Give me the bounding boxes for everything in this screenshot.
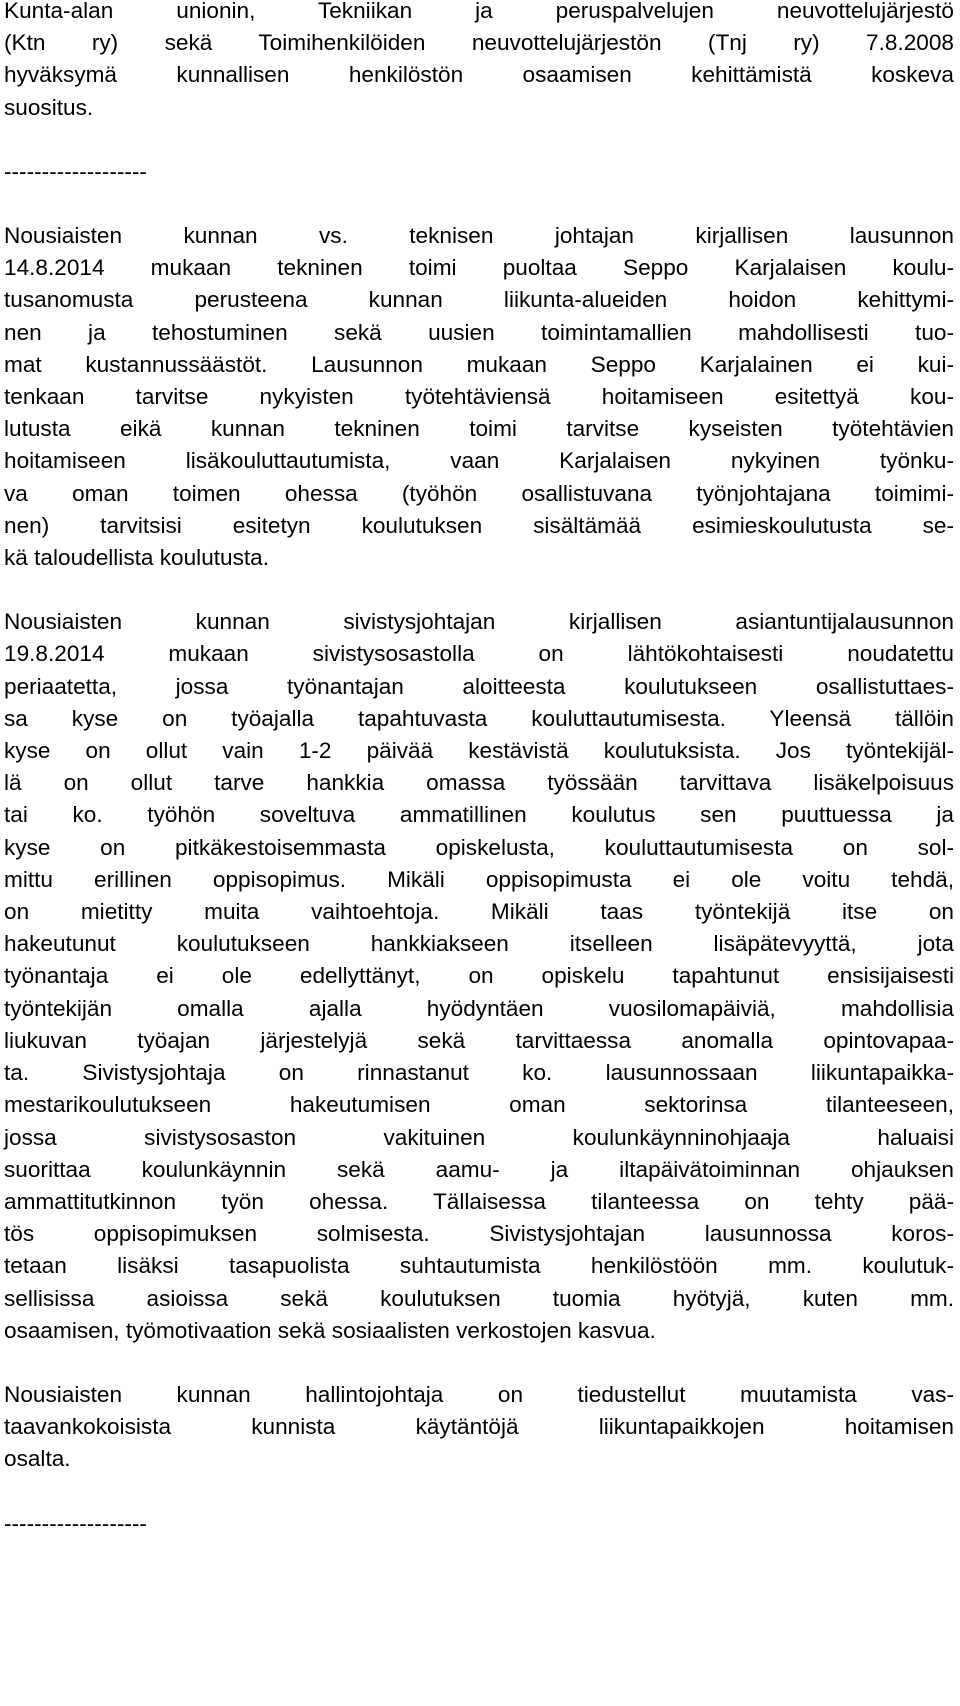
text-line: työntekijän omalla ajalla hyödyntäen vuosilomapäiviä, mahdollisia xyxy=(4,995,954,1021)
text-line: tetaan lisäksi tasapuolista suhtautumista henkilöstöön mm. koulutuk- xyxy=(4,1253,954,1279)
text-line: osalta. xyxy=(4,1446,71,1472)
text-line: on mietitty muita vaihtoehtoja. Mikäli taas työntekijä itse on xyxy=(4,899,954,925)
text-line: lä on ollut tarve hankkia omassa työssään tarvittava lisäkelpoisuus xyxy=(4,770,954,796)
text-line: suositus. xyxy=(4,94,94,120)
administrative-director-paragraph xyxy=(4,1379,954,1476)
text-line: mat kustannussäästöt. Lausunnon mukaan Seppo Karjalainen ei kui- xyxy=(4,351,954,377)
technical-director-paragraph xyxy=(4,220,954,574)
text-line: hyväksymä kunnallisen henkilöstön osaamisen kehittämistä koskeva xyxy=(4,62,954,88)
text-line: hoitamiseen lisäkouluttautumista, vaan Karjalaisen nykyinen työnku- xyxy=(4,448,954,474)
separator-top: ------------------- xyxy=(4,158,147,184)
text-line: kä taloudellista koulutusta. xyxy=(4,545,270,571)
text-line: hakeutunut koulutukseen hankkiakseen itselleen lisäpätevyyttä, jota xyxy=(4,931,954,957)
text-line: suorittaa koulunkäynnin sekä aamu- ja iltapäivätoiminnan ohjauksen xyxy=(4,1156,954,1182)
text-line: 14.8.2014 mukaan tekninen toimi puoltaa Seppo Karjalaisen koulu- xyxy=(4,255,954,281)
text-line: sellisissa asioissa sekä koulutuksen tuomia hyötyjä, kuten mm. xyxy=(4,1285,954,1311)
paragraph-gap xyxy=(4,574,954,606)
text-line: va oman toimen ohessa (työhön osallistuvana työnjohtajana toimimi- xyxy=(4,480,954,506)
text-line: sa kyse on työajalla tapahtuvasta kouluttautumisesta. Yleensä tällöin xyxy=(4,705,954,731)
text-line: työnantaja ei ole edellyttänyt, on opiskelu tapahtunut ensisijaisesti xyxy=(4,963,954,989)
text-line: tenkaan tarvitse nykyisten työtehtäviensä hoitamiseen esitettyä kou- xyxy=(4,384,954,410)
text-line: tös oppisopimuksen solmisesta. Sivistysjohtajan lausunnossa koros- xyxy=(4,1221,954,1247)
text-line: ta. Sivistysjohtaja on rinnastanut ko. lausunnossaan liikuntapaikka- xyxy=(4,1060,954,1086)
text-line: jossa sivistysosaston vakituinen koulunkäynninohjaaja haluaisi xyxy=(4,1124,954,1150)
text-line: nen) tarvitsisi esitetyn koulutuksen sisältämää esimieskoulutusta se- xyxy=(4,512,954,538)
text-line: mittu erillinen oppisopimus. Mikäli oppisopimusta ei ole voitu tehdä, xyxy=(4,866,954,892)
text-line: tusanomusta perusteena kunnan liikunta-alueiden hoidon kehittymi- xyxy=(4,287,954,313)
paragraph-gap xyxy=(4,1476,954,1508)
separator-bottom: ------------------- xyxy=(4,1510,147,1536)
text-line: lutusta eikä kunnan tekninen toimi tarvitse kyseisten työtehtävien xyxy=(4,416,954,442)
intro-paragraph xyxy=(4,0,954,124)
text-line: ammattitutkinnon työn ohessa. Tällaisessa tilanteessa on tehty pää- xyxy=(4,1188,954,1214)
text-line: Nousiaisten kunnan hallintojohtaja on tiedustellut muutamista vas- xyxy=(4,1381,954,1407)
text-line: Nousiaisten kunnan sivistysjohtajan kirjallisen asiantuntijalausunnon xyxy=(4,609,954,635)
text-line: kyse on ollut vain 1-2 päivää kestävistä koulutuksista. Jos työntekijäl- xyxy=(4,738,954,764)
text-line: nen ja tehostuminen sekä uusien toimintamallien mahdollisesti tuo- xyxy=(4,319,954,345)
text-line: liukuvan työajan järjestelyjä sekä tarvittaessa anomalla opintovapaa- xyxy=(4,1027,954,1053)
text-line: Nousiaisten kunnan vs. teknisen johtajan kirjallisen lausunnon xyxy=(4,223,954,249)
text-line: (Ktn ry) sekä Toimihenkilöiden neuvottelujärjestön (Tnj ry) 7.8.2008 xyxy=(4,30,954,56)
text-line: tai ko. työhön soveltuva ammatillinen koulutus sen puuttuessa ja xyxy=(4,802,954,828)
text-line: periaatetta, jossa työnantajan aloitteesta koulutukseen osallistuttaes- xyxy=(4,673,954,699)
text-line: Kunta-alan unionin, Tekniikan ja peruspalvelujen neuvottelujärjestö xyxy=(4,0,954,23)
paragraph-gap xyxy=(4,1347,954,1379)
paragraph-gap xyxy=(4,124,954,156)
text-line: kyse on pitkäkestoisemmasta opiskelusta, kouluttautumisesta on sol- xyxy=(4,834,954,860)
text-line: mestarikoulutukseen hakeutumisen oman sektorinsa tilanteeseen, xyxy=(4,1092,954,1118)
text-line: 19.8.2014 mukaan sivistysosastolla on lähtökohtaisesti noudatettu xyxy=(4,641,954,667)
text-line: osaamisen, työmotivaation sekä sosiaalisten verkostojen kasvua. xyxy=(4,1317,656,1343)
paragraph-gap xyxy=(4,188,954,220)
education-director-paragraph xyxy=(4,606,954,1347)
text-line: taavankokoisista kunnista käytäntöjä liikuntapaikkojen hoitamisen xyxy=(4,1414,954,1440)
